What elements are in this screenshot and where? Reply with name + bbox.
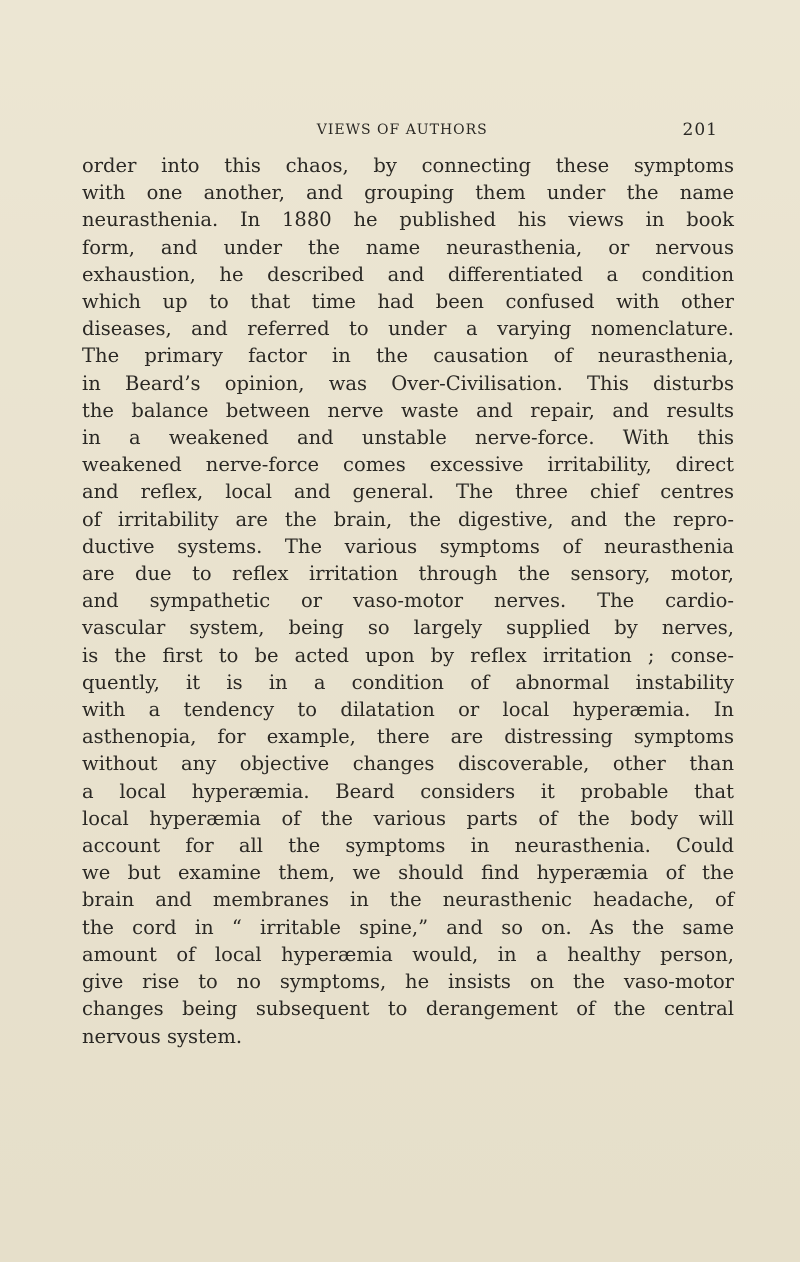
page-number: 201 bbox=[682, 120, 718, 140]
text-line: changes being subsequent to derangement of the central bbox=[82, 997, 734, 1021]
text-line: nervous system. bbox=[82, 1024, 243, 1048]
text-line: asthenopia, for example, there are distressing symptoms bbox=[82, 725, 734, 749]
text-line: we but examine them, we should find hyperæmia of the bbox=[82, 861, 734, 885]
text-line: a local hyperæmia. Beard considers it probable that bbox=[82, 779, 734, 803]
text-line: weakened nerve-force comes excessive irritability, direct bbox=[82, 453, 734, 477]
text-line: are due to reflex irritation through the sensory, motor, bbox=[82, 562, 734, 586]
text-line: exhaustion, he described and differentiated a condition bbox=[82, 262, 734, 286]
text-line: brain and membranes in the neurasthenic headache, of bbox=[82, 888, 734, 912]
text-line: The primary factor in the causation of neurasthenia, bbox=[82, 344, 734, 368]
running-head bbox=[82, 118, 718, 142]
text-line: the cord in “ irritable spine,” and so on. As the same bbox=[82, 915, 734, 939]
text-line: without any objective changes discoverable, other than bbox=[82, 752, 734, 776]
text-line: the balance between nerve waste and repair, and results bbox=[82, 398, 734, 422]
text-line: in Beard’s opinion, was Over-Civilisation. This disturbs bbox=[82, 371, 734, 395]
text-line: give rise to no symptoms, he insists on the vaso-motor bbox=[82, 970, 734, 994]
text-line: order into this chaos, by connecting these symptoms bbox=[82, 154, 734, 177]
body-paragraph bbox=[82, 152, 734, 1050]
text-line: vascular system, being so largely supplied by nerves, bbox=[82, 616, 734, 640]
text-line: account for all the symptoms in neurasthenia. Could bbox=[82, 834, 734, 858]
text-line: quently, it is in a condition of abnormal instability bbox=[82, 670, 734, 694]
text-line: form, and under the name neurasthenia, or nervous bbox=[82, 235, 734, 259]
text-line: neurasthenia. In 1880 he published his views in book bbox=[82, 208, 734, 232]
text-line: is the first to be acted upon by reflex irritation ; conse- bbox=[82, 643, 734, 667]
text-line: of irritability are the brain, the digestive, and the repro- bbox=[82, 507, 734, 531]
text-line: amount of local hyperæmia would, in a healthy person, bbox=[82, 942, 734, 966]
text-line: and sympathetic or vaso-motor nerves. The cardio- bbox=[82, 589, 734, 613]
text-line: with a tendency to dilatation or local hyperæmia. In bbox=[82, 698, 734, 722]
text-line: with one another, and grouping them under the name bbox=[82, 181, 734, 205]
running-head-title: VIEWS OF AUTHORS bbox=[316, 122, 488, 138]
text-line: which up to that time had been confused with other bbox=[82, 290, 734, 314]
text-line: and reflex, local and general. The three chief centres bbox=[82, 480, 734, 504]
text-line: local hyperæmia of the various parts of the body will bbox=[82, 806, 734, 830]
text-line: in a weakened and unstable nerve-force. With this bbox=[82, 426, 734, 450]
text-line: diseases, and referred to under a varying nomenclature. bbox=[82, 317, 734, 341]
text-line: ductive systems. The various symptoms of neurasthenia bbox=[82, 534, 734, 558]
